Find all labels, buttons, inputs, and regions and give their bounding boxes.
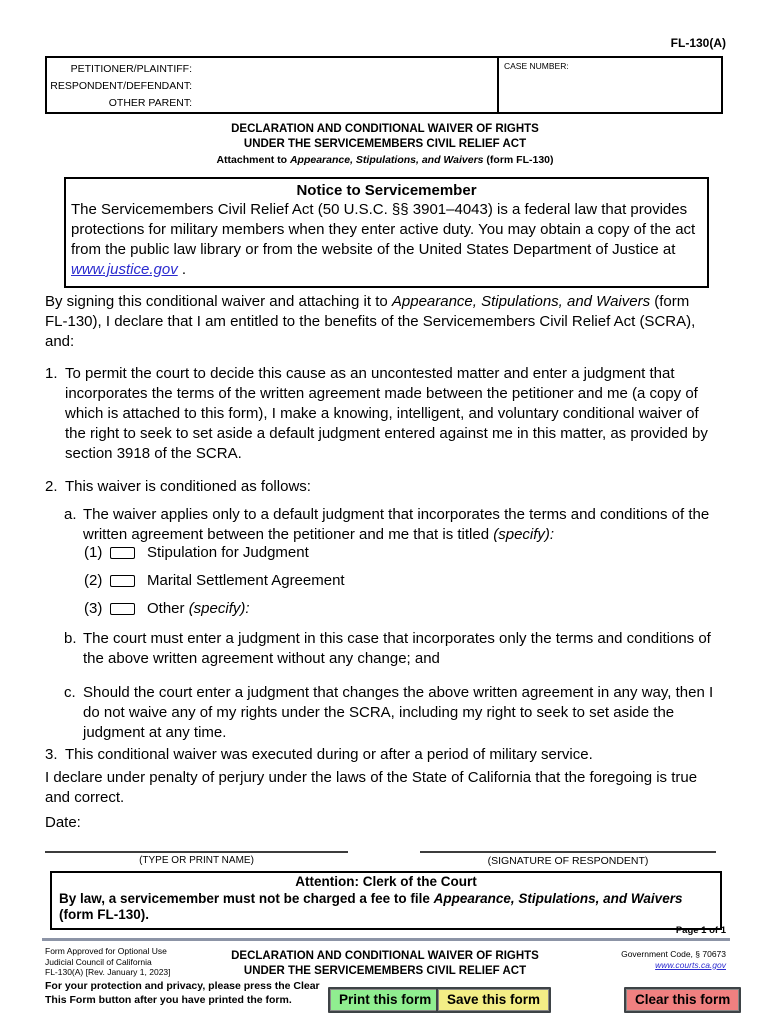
privacy-notice: For your protection and privacy, please press the Clear This Form button after you have printed the form. xyxy=(45,980,320,1006)
checkbox-2-label-text: Marital Settlement Agreement xyxy=(147,572,345,589)
respondent-field[interactable] xyxy=(192,78,497,95)
signature-caption: (SIGNATURE OF RESPONDENT) xyxy=(487,855,649,867)
other-parent-field[interactable] xyxy=(192,95,497,112)
item-2-text: This waiver is conditioned as follows: xyxy=(65,478,311,495)
respondent-signature-field[interactable] xyxy=(420,851,716,867)
checkbox-3-label xyxy=(147,599,250,619)
form-title xyxy=(0,122,770,166)
print-name-field[interactable] xyxy=(45,851,348,866)
item-2c xyxy=(64,683,716,743)
stipulation-checkbox[interactable] xyxy=(110,547,135,559)
justice-gov-link[interactable]: www.justice.gov xyxy=(71,261,178,278)
item-2-number: 2. xyxy=(45,478,58,495)
approval-line-2: Judicial Council of California xyxy=(45,956,152,967)
form-title-line1: DECLARATION AND CONDITIONAL WAIVER OF RIGHTS xyxy=(231,123,539,135)
checkbox-2-label xyxy=(147,571,345,591)
notice-text: The Servicemembers Civil Relief Act (50 U.S.C. §§ 3901–4043) is a federal law that provides protections for military members when they enter active duty. You may obtain a copy of the act from the public law library or from the website of the United States Department of Justice at xyxy=(71,201,696,258)
respondent-label: RESPONDENT/DEFENDANT: xyxy=(50,80,192,92)
marital-settlement-checkbox[interactable] xyxy=(110,575,135,587)
footer-divider xyxy=(42,938,730,941)
form-title-line2: UNDER THE SERVICEMEMBERS CIVIL RELIEF ACT xyxy=(243,138,527,150)
print-form-button[interactable]: Print this form xyxy=(328,987,442,1013)
footer-title-line2: UNDER THE SERVICEMEMBERS CIVIL RELIEF ACT xyxy=(243,965,527,977)
courts-ca-gov-link[interactable]: www.courts.ca.gov xyxy=(655,959,726,970)
item-2a-text-main: The waiver applies only to a default judgment that incorporates the terms and conditions of the written agreement between the petitioner and me that is titled xyxy=(83,506,710,543)
case-number-field[interactable] xyxy=(499,58,721,112)
form-number: FL-130(A) xyxy=(670,36,726,50)
save-form-button[interactable]: Save this form xyxy=(436,987,551,1013)
approval-line-1: Form Approved for Optional Use xyxy=(45,946,167,956)
government-code-ref: Government Code, § 70673 xyxy=(621,949,726,959)
item-3 xyxy=(45,745,713,765)
petitioner-label: PETITIONER/PLAINTIFF: xyxy=(70,63,192,75)
attention-title: Attention: Clerk of the Court xyxy=(295,874,477,889)
item-3-number: 3. xyxy=(45,746,58,763)
perjury-declaration: I declare under penalty of perjury under the laws of the State of California that the foregoing is true and correct. xyxy=(45,769,698,806)
other-parent-row xyxy=(47,95,497,112)
item-2c-letter: c. xyxy=(64,684,76,701)
footer-title xyxy=(185,949,585,979)
checkbox-3-label-text: Other xyxy=(147,600,189,617)
checkbox-1-label xyxy=(147,543,309,563)
item-2 xyxy=(45,477,713,497)
item-1 xyxy=(45,364,713,464)
footer-approval-block xyxy=(45,946,171,978)
attention-box xyxy=(50,871,722,930)
item-1-text: To permit the court to decide this cause as an uncontested matter and enter a judgment that incorporates the terms of the written agreement made between the petitioner and me (a copy of which is attached to this form), I make a knowing, intelligent, and voluntary conditional waiver of the right to seek to set aside a default judgment entered against me in this matter, as provided by section 3918 of the SCRA. xyxy=(65,365,708,462)
attention-italic: Appearance, Stipulations, and Waivers xyxy=(433,890,683,906)
other-parent-label: OTHER PARENT: xyxy=(108,97,192,109)
footer-title-line1: DECLARATION AND CONDITIONAL WAIVER OF RIGHTS xyxy=(231,950,539,962)
petitioner-field[interactable] xyxy=(192,61,497,78)
case-number-label: CASE NUMBER: xyxy=(504,61,569,71)
attention-body xyxy=(59,891,713,924)
item-2b-letter: b. xyxy=(64,630,77,647)
checkbox-3-label-italic: (specify): xyxy=(188,600,250,617)
print-name-caption: (TYPE OR PRINT NAME) xyxy=(139,855,254,866)
intro-italic: Appearance, Stipulations, and Waivers xyxy=(391,293,651,310)
other-checkbox[interactable] xyxy=(110,603,135,615)
clear-form-button[interactable]: Clear this form xyxy=(624,987,741,1013)
party-section xyxy=(47,58,499,112)
footer-reference-block xyxy=(621,949,726,970)
item-2a-specify: (specify): xyxy=(493,526,555,543)
notice-box xyxy=(64,177,709,288)
caption-box xyxy=(45,56,723,114)
attachment-subtitle xyxy=(0,154,770,166)
notice-text-end: . xyxy=(177,261,187,278)
item-3-text: This conditional waiver was executed during or after a period of military service. xyxy=(65,746,593,763)
item-2a-text xyxy=(83,505,714,545)
item-2a xyxy=(64,505,714,545)
item-2b xyxy=(64,629,718,669)
checkbox-row-other xyxy=(84,599,250,619)
date-field[interactable] xyxy=(45,814,81,831)
checkbox-row-marital xyxy=(84,571,345,591)
item-1-number: 1. xyxy=(45,365,58,382)
petitioner-row xyxy=(47,61,497,78)
item-2b-text: The court must enter a judgment in this case that incorporates only the terms and conditions of the above written agreement without any change; and xyxy=(83,630,711,667)
attachment-italic: Appearance, Stipulations, and Waivers xyxy=(289,154,484,166)
intro-text: By signing this conditional waiver and attaching it to xyxy=(45,293,392,310)
checkbox-1-label-text: Stipulation for Judgment xyxy=(147,544,309,561)
checkbox-3-number: (3) xyxy=(84,600,103,617)
item-2c-text: Should the court enter a judgment that changes the above written agreement in any way, then I do not waive any of my rights under the SCRA, including my right to seek to set aside the judgment at any time. xyxy=(83,684,714,741)
notice-title: Notice to Servicemember xyxy=(296,182,477,199)
attention-text: By law, a servicemember must not be charged a fee to file xyxy=(59,890,434,906)
checkbox-1-number: (1) xyxy=(84,544,103,561)
respondent-row xyxy=(47,78,497,95)
attachment-suffix: (form FL-130) xyxy=(483,154,554,166)
page-indicator: Page 1 of 1 xyxy=(675,925,726,936)
item-2a-letter: a. xyxy=(64,506,77,523)
date-label: Date: xyxy=(45,814,81,831)
checkbox-row-stipulation xyxy=(84,543,309,563)
attachment-prefix: Attachment to xyxy=(216,154,290,166)
intro-paragraph xyxy=(45,292,707,352)
checkbox-2-number: (2) xyxy=(84,572,103,589)
attention-text-end: (form FL-130). xyxy=(59,907,150,922)
form-revision: FL-130(A) [Rev. January 1, 2023] xyxy=(45,967,171,977)
intro-text-end: (form FL-130), I declare that I am entitled to the benefits of the Servicemembers Civil Relief Act (SCRA), and: xyxy=(45,293,696,350)
notice-body xyxy=(71,200,702,280)
